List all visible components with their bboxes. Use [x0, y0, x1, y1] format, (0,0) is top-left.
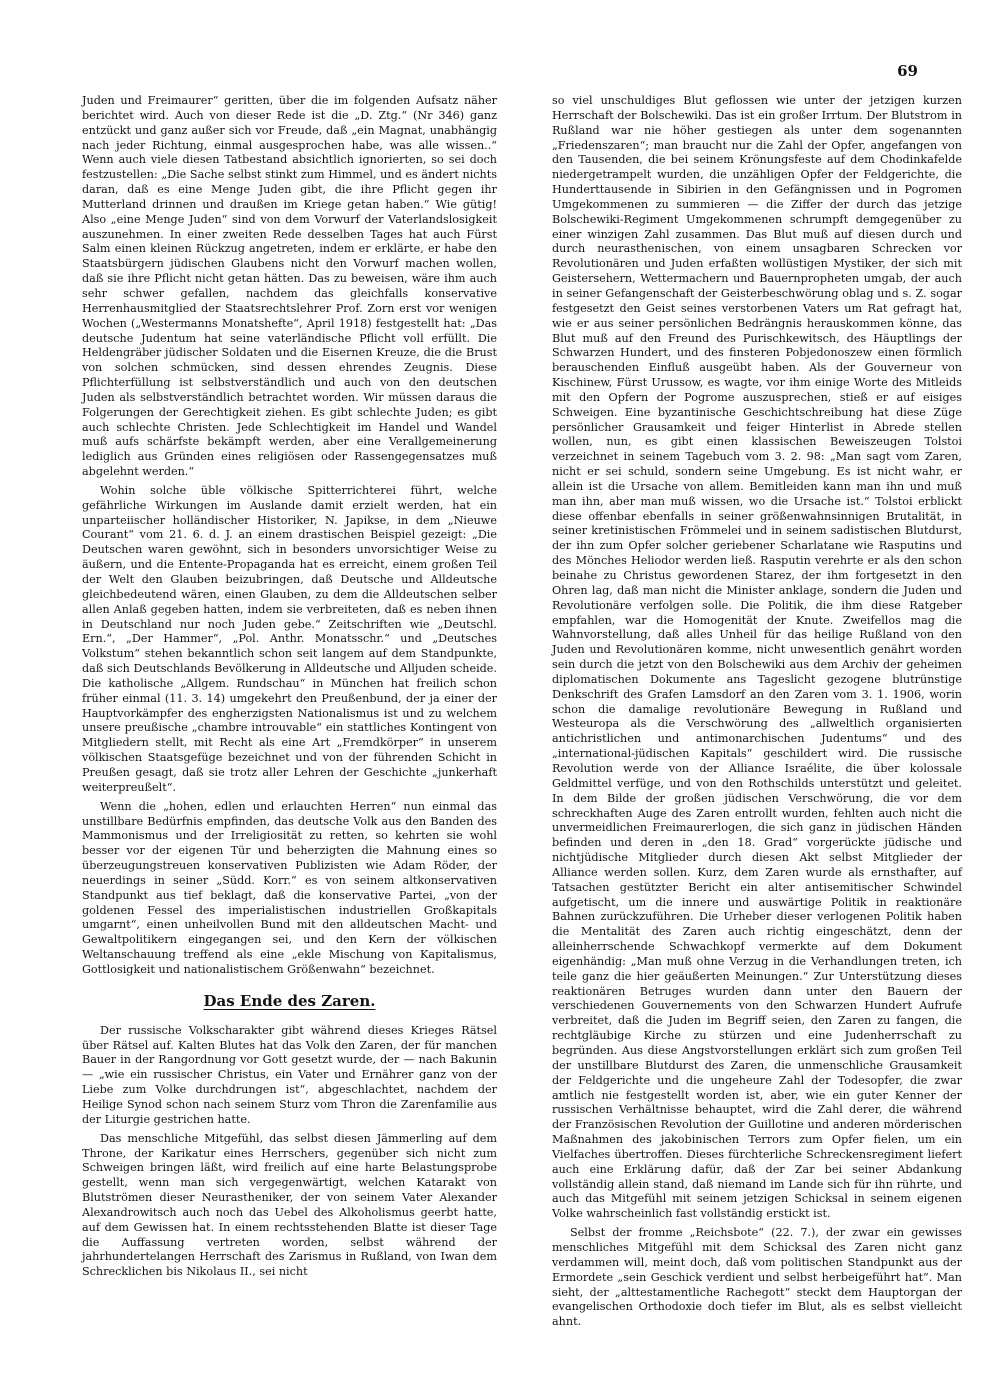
- section-heading: Das Ende des Zaren.: [203, 991, 376, 1010]
- left-paragraph-2: Wohin solche üble völkische Spitterrichterei führt, welche gefährliche Wirkungen im Auslande damit erzielt werden, hat ein unparteiischer holländischer Historiker, N. Japikse, in dem „Nieuwe Courant“ vom 21. 6. d. J. an einem drastischen Beispiel gezeigt: „Die Deutschen waren gewöhnt, sich in besonders unvorsichtiger Weise zu äußern, und die Entente-Propaganda hat es erreicht, einem großen Teil der Welt den Glauben beizubringen, daß Deutsche und Alldeutsche gleichbedeutend wären, einen Glauben, zu dem die Alldeutschen selber allen Anlaß gegeben hatten, indem sie verbreiteten, daß es neben ihnen in Deutschland nur noch Juden gebe.“ Zeitschriften wie „Deutschl. Ern.“, „Der Hammer“, „Pol. Anthr. Monatsschr.“ und „Deutsches Volkstum“ stehen bekanntlich schon seit langem auf dem Standpunkte, daß sich Deutschlands Bevölkerung in Alldeutsche und Alljuden scheide. Die katholische „Allgem. Rundschau“ in München hat freilich schon früher einmal (11. 3. 14) umgekehrt den Preußenbund, der ja einer der Hauptvorkämpfer des engherzigsten Nationalismus ist und zu welchem unsere preußische „chambre introuvable“ ein stattliches Kontingent von Mitgliedern stellt, mit Recht als eine Art „Fremdkörper“ in unserem völkischen Staatsgefüge bezeichnet und von der führenden Schicht in Preußen gesagt, daß sie trotz aller Lehren der Geschichte „junkerhaft weiterpreußelt“.: [82, 483, 497, 794]
- left-paragraph-4: Der russische Volkscharakter gibt während dieses Krieges Rätsel über Rätsel auf. Kalten Blutes hat das Volk den Zaren, der für manchen Bauer in der Rangordnung vor Gott gesetzt wurde, der — nach Bakunin — „wie ein russischer Christus, ein Vater und Ernährer ganz von der Liebe zum Volke durchdrungen ist“, abgeschlachtet, nachdem der Heilige Synod schon nach seinem Sturz vom Thron die Zarenfamilie aus der Liturgie gestrichen hatte.: [82, 1023, 497, 1126]
- right-column: [552, 94, 962, 1334]
- page-number: 69: [897, 62, 918, 80]
- left-paragraph-1: Juden und Freimaurer“ geritten, über die im folgenden Aufsatz näher berichtet wird. Auch von dieser Rede ist die „D. Ztg.“ (Nr 346) ganz entzückt und ganz außer sich vor Freude, daß „ein Magnat, unabhängig nach jeder Richtung, einmal ausgesprochen habe, was alle wissen..“ Wenn auch viele diesen Tatbestand absichtlich ignorierten, so sei doch festzustellen: „Die Sache selbst stinkt zum Himmel, und es ändert nichts daran, daß es eine Menge Juden gibt, die ihre Pflicht gegen ihr Mutterland drinnen und draußen im Kriege getan haben.“ Wie gütig! Also „eine Menge Juden“ sind von dem Vorwurf der Vaterlandslosigkeit auszunehmen. In einer zweiten Rede desselben Tages hat auch Fürst Salm einen kleinen Rückzug angetreten, indem er erklärte, er habe den Staatsbürgern jüdischen Glaubens nicht den Vorwurf machen wollen, daß sie ihre Pflicht nicht getan hätten. Das zu beweisen, wäre ihm auch sehr schwer gefallen, nachdem das gleichfalls konservative Herrenhausmitglied der Staatsrechtslehrer Prof. Zorn erst vor wenigen Wochen („Westermanns Monatshefte“, April 1918) festgestellt hat: „Das deutsche Judentum hat seine vaterländische Pflicht voll erfüllt. Die Heldengräber jüdischer Soldaten und die Eisernen Kreuze, die die Brust von solchen schmücken, sind dessen ehrendes Zeugnis. Diese Pflichterfüllung ist selbstverständlich und auch von den deutschen Juden als selbstverständlich betrachtet worden. Wir müssen daraus die Folgerungen der Gerechtigkeit ziehen. Es gibt schlechte Juden; es gibt auch schlechte Christen. Jede Schlechtigkeit im Handel und Wandel muß aufs schärfste bekämpft werden, aber eine Verallgemeinerung lediglich aus Gründen eines religiösen oder Rassengegensatzes muß abgelehnt werden.“: [82, 94, 497, 479]
- left-column: [82, 94, 497, 1334]
- left-paragraph-5: Das menschliche Mitgefühl, das selbst diesen Jämmerling auf dem Throne, der Karikatur eines Herrschers, gegenüber sich nicht zum Schweigen bringen läßt, wird freilich auf eine harte Belastungsprobe gestellt, wenn man sich vergegenwärtigt, welchen Katarakt von Blutströmen dieser Neurastheniker, der von seinem Vater Alexander Alexandrowitsch auch noch das Uebel des Alkoholismus geerbt hatte, auf dem Gewissen hat. In einem rechtsstehenden Blatte ist dieser Tage die Auffassung vertreten worden, selbst während der jahrhundertelangen Herrschaft des Zarismus in Rußland, von Iwan dem Schrecklichen bis Nikolaus II., sei nicht: [82, 1131, 497, 1279]
- text-columns: [82, 94, 962, 1334]
- right-paragraph-1: so viel unschuldiges Blut geflossen wie unter der jetzigen kurzen Herrschaft der Bolschewiki. Das ist ein großer Irrtum. Der Blutstrom in Rußland war nie höher gestiegen als unter dem sogenannten „Friedenszaren“; man braucht nur die Zahl der Opfer, angefangen von den Tausenden, die bei seinem Krönungsfeste auf dem Chodinkafelde niedergetrampelt wurden, die unzähligen Opfer der Feldgerichte, die Hunderttausende in Sibirien in den Gefängnissen und in Pogromen Umgekommenen zu summieren — die Ziffer der durch das jetzige Bolschewiki-Regiment Umgekommenen schrumpft demgegenüber zu einer winzigen Zahl zusammen. Das Blut muß auf diesen durch und durch neurasthenischen, von einem unsagbaren Schrecken vor Revolutionären und Juden erfaßten wollüstigen Mystiker, der sich mit Geistersehern, Wettermachern und Bauernpropheten umgab, der auch in seiner Gefangenschaft der Geisterbeschwörung oblag und s. Z. sogar festgesetzt den Geist seines verstorbenen Vaters um Rat gefragt hat, wie er aus seiner persönlichen Bedrängnis herauskommen könne, das Blut muß auf den Freund des Purischkewitsch, des Häuptlings der Schwarzen Hundert, und des finsteren Pobjedonoszew einen förmlich berauschenden Einfluß ausgeübt haben. Als der Gouverneur von Kischinew, Fürst Urussow, es wagte, vor ihm einige Worte des Mitleids mit den Opfern der Pogrome auszusprechen, stieß er auf eisiges Schweigen. Eine byzantinische Geschichtschreibung hat diese Züge persönlicher Grausamkeit und feiger Hinterlist in Abrede stellen wollen, nun, es gibt einen klassischen Beweiszeugen Tolstoi verzeichnet in seinem Tagebuch vom 3. 2. 98: „Man sagt vom Zaren, nicht er sei schuld, sondern seine Umgebung. Es ist nicht wahr, er allein ist die Ursache von allem. Bemitleiden kann man ihn und muß man ihn, aber man muß wissen, wo die Ursache ist.“ Tolstoi erblickt diese offenbar ebenfalls in seiner größenwahnsinnigen Brutalität, in seiner kretinistischen Frömmelei und in seinem sadistischen Blutdurst, der ihn zum Opfer solcher geriebener Scharlatane wie Rasputins und des Mönches Heliodor werden ließ. Rasputin verehrte er als den schon beinahe zu Christus gewordenen Starez, der ihm fortgesetzt in den Ohren lag, daß man nicht die Minister anklage, sondern die Juden und Revolutionäre verfolgen solle. Die Politik, die ihm diese Ratgeber empfahlen, war die Homogenität der Knute. Zweifellos mag die Wahnvorstellung, daß alles Unheil für das heilige Rußland von den Juden und Revolutionären komme, nicht unwesentlich genährt worden sein durch die jetzt von den Bolschewiki aus dem Archiv der geheimen diplomatischen Dokumente ans Tageslicht gezogene blutrünstige Denkschrift des Grafen Lamsdorf an den Zaren vom 3. 1. 1906, worin schon die damalige revolutionäre Bewegung in Rußland und Westeuropa als die Verschwörung des „allweltlich organisierten antichristlichen und antimonarchischen Judentums“ und des „international-jüdischen Kapitals“ geschildert wird. Die russische Revolution werde von der Alliance Israélite, die über kolossale Geldmittel verfüge, und von den Rothschilds unterstützt und geleitet. In dem Bilde der großen jüdischen Verschwörung, die vor dem schreckhaften Auge des Zaren entrollt wurden, fehlten auch nicht die unvermeidlichen Freimaurerlogen, die sich ganz in jüdischen Händen befinden und deren in „den 18. Grad“ vorgerückte jüdische und nichtjüdische Mitglieder durch diesen Akt selbst Mitglieder der Alliance werden sollen. Kurz, dem Zaren wurde als ernsthafter, auf Tatsachen gestützter Bericht ein alter antisemitischer Schwindel aufgetischt, um die innere und auswärtige Politik in reaktionäre Bahnen zurückzuführen. Die Urheber dieser verlogenen Politik haben die Mentalität des Zaren auch richtig eingeschätzt, denn der alleinherrschende Schwachkopf vermerkte auf dem Dokument eigenhändig: „Man muß ohne Verzug in die Verhandlungen treten, ich teile ganz die hier geäußerten Meinungen.“ Zur Unterstützung dieses reaktionären Betruges wurden dann unter den Bauern der verschiedenen Gouvernements von den Schwarzen Hundert Aufrufe verbreitet, daß die Juden im Begriff seien, den Zaren zu fangen, die rechtgläubige Kirche zu stürzen und eine Judenherrschaft zu begründen. Aus diese Angstvorstellungen erklärt sich zum großen Teil der unstillbare Blutdurst des Zaren, die unmenschliche Grausamkeit der Feldgerichte und die ungeheure Zahl der Todesopfer, die zwar amtlich nie festgestellt worden ist, aber, wie ein guter Kenner der russischen Verhältnisse behauptet, wird die Zahl derer, die während der Französischen Revolution der Guillotine und anderen mörderischen Maßnahmen des jakobinischen Terrors zum Opfer fielen, um ein Vielfaches übertroffen. Dieses fürchterliche Schreckensregiment liefert auch eine Erklärung dafür, daß der Zar bei seiner Abdankung vollständig allein stand, daß niemand im Lande sich für ihn rührte, und auch das Mitgefühl mit seinem jetzigen Schicksal in seinem eigenen Volke wahrscheinlich fast vollständig erstickt ist.: [552, 94, 962, 1221]
- left-paragraph-3: Wenn die „hohen, edlen und erlauchten Herren“ nun einmal das unstillbare Bedürfnis empfinden, das deutsche Volk aus den Banden des Mammonismus und der Irreligiosität zu retten, so kehrten sie wohl besser vor der eigenen Tür und beherzigten die Mahnung eines so überzeugungstreuen konservativen Publizisten wie Adam Röder, der neuerdings in seiner „Südd. Korr.“ es von seinem altkonservativen Standpunkt aus tief beklagt, daß die konservative Partei, „von der goldenen Fessel des imperialistischen industriellen Großkapitals umgarnt“, einen unheilvollen Bund mit den alldeutschen Macht- und Gewaltpolitikern eingegangen sei, und den Kern der völkischen Weltanschauung treffend als eine „ekle Mischung von Kapitalismus, Gottlosigkeit und nationalistischem Größenwahn“ bezeichnet.: [82, 799, 497, 976]
- right-paragraph-2: Selbst der fromme „Reichsbote“ (22. 7.), der zwar ein gewisses menschliches Mitgefühl mit dem Schicksal des Zaren nicht ganz verdammen will, meint doch, daß vom politischen Standpunkt aus der Ermordete „sein Geschick verdient und selbst herbeigeführt hat“. Man sieht, der „alttestamentliche Rachegott“ steckt dem Hauptorgan der evangelischen Orthodoxie doch tiefer im Blut, als es selbst vielleicht ahnt.: [552, 1226, 962, 1329]
